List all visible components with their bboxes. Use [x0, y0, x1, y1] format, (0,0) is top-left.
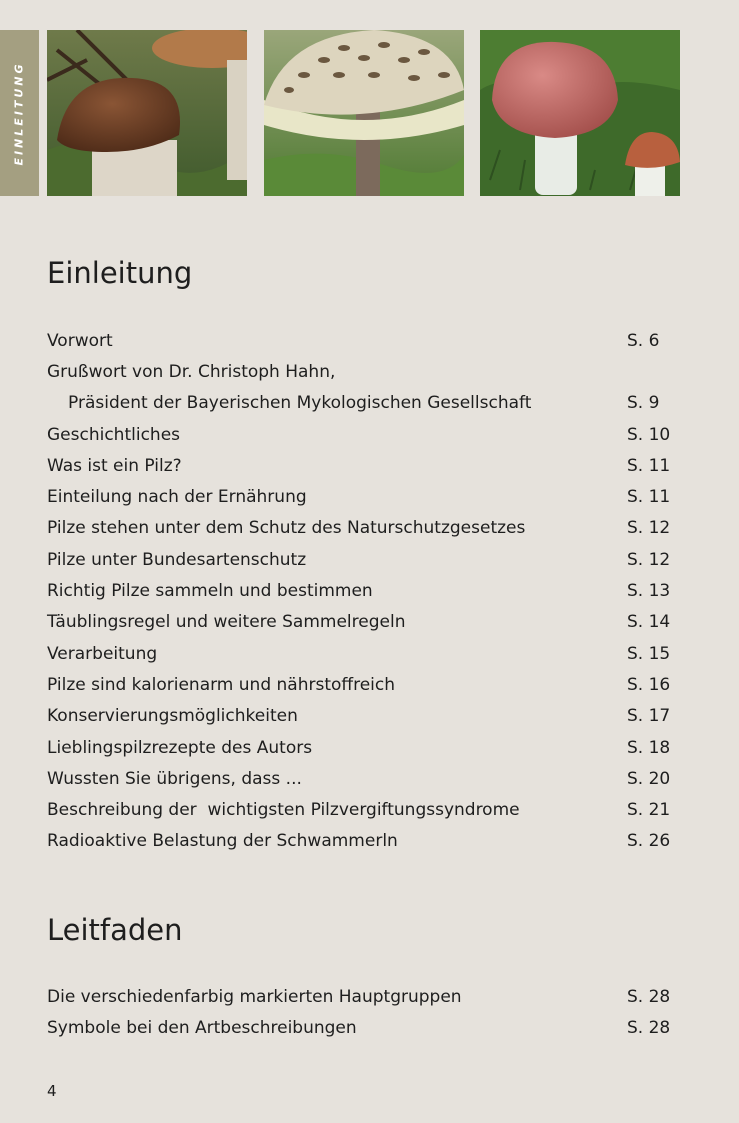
toc-entry-page: S. 11 [627, 455, 671, 476]
toc-entry-text: Konservierungsmöglichkeiten [47, 706, 298, 727]
red-russula-mushroom-photo [480, 30, 680, 196]
toc-entry [47, 325, 669, 356]
toc-entry [47, 450, 669, 481]
side-tab-label: EINLEITUNG [13, 60, 27, 166]
toc-entry-text: Richtig Pilze sammeln und bestimmen [47, 581, 373, 602]
toc-entry-page: S. 10 [627, 424, 671, 445]
toc-entry-text: Pilze sind kalorienarm und nährstoffreich [47, 674, 396, 695]
toc-entry-text: Was ist ein Pilz? [47, 455, 182, 476]
toc-entry-page: S. 11 [627, 487, 671, 508]
toc-entry [47, 1012, 669, 1043]
toc-entry-text: Geschichtliches [47, 424, 181, 445]
toc-entry [47, 794, 669, 825]
toc-entry-text: Radioaktive Belastung der Schwammerln [47, 831, 398, 852]
toc-entry-page: S. 28 [627, 1017, 671, 1038]
toc-entry [47, 763, 669, 794]
section-title-leitfaden: Leitfaden [47, 913, 183, 947]
toc-entry-page: S. 20 [627, 768, 671, 789]
toc-list-leitfaden [47, 981, 669, 1044]
toc-entry-page: S. 21 [627, 800, 671, 821]
toc-entry-text: Verarbeitung [47, 643, 158, 664]
section-title-einleitung: Einleitung [47, 256, 193, 290]
toc-entry-page: S. 6 [627, 330, 660, 351]
toc-entry-page: S. 12 [627, 518, 671, 539]
toc-entry [47, 419, 669, 450]
toc-entry [47, 481, 669, 512]
page-number: 4 [47, 1082, 57, 1100]
toc-entry [47, 575, 669, 606]
toc-entry [47, 826, 669, 857]
toc-entry [47, 356, 669, 387]
toc-entry-text: Präsident der Bayerischen Mykologischen Gesellschaft [68, 393, 532, 414]
toc-entry-text: Lieblingspilzrezepte des Autors [47, 737, 313, 758]
toc-entry [47, 669, 669, 700]
side-tab [0, 30, 39, 196]
porcini-mushroom-photo [47, 30, 247, 196]
toc-entry-page: S. 13 [627, 581, 671, 602]
toc-entry [47, 981, 669, 1012]
toc-entry-text: Pilze stehen unter dem Schutz des Naturschutzgesetzes [47, 518, 526, 539]
toc-entry-text: Grußwort von Dr. Christoph Hahn, [47, 361, 336, 382]
toc-list-einleitung [47, 325, 669, 857]
parasol-mushroom-photo [264, 30, 464, 196]
toc-entry-text: Einteilung nach der Ernährung [47, 487, 307, 508]
toc-entry-page: S. 28 [627, 986, 671, 1007]
toc-entry-page: S. 14 [627, 612, 671, 633]
toc-entry [47, 732, 669, 763]
toc-entry-text: Täublingsregel und weitere Sammelregeln [47, 612, 406, 633]
toc-entry [47, 607, 669, 638]
toc-entry-text: Symbole bei den Artbeschreibungen [47, 1017, 357, 1038]
toc-entry-text: Pilze unter Bundesartenschutz [47, 549, 307, 570]
toc-entry [47, 544, 669, 575]
toc-entry-text: Vorwort [47, 330, 113, 351]
toc-entry [47, 701, 669, 732]
toc-entry-page: S. 16 [627, 674, 671, 695]
toc-entry [47, 638, 669, 669]
toc-entry-page: S. 17 [627, 706, 671, 727]
toc-entry-text: Wussten Sie übrigens, dass ... [47, 768, 302, 789]
toc-entry-page: S. 12 [627, 549, 671, 570]
toc-entry-page: S. 9 [627, 393, 660, 414]
toc-entry-text: Die verschiedenfarbig markierten Hauptgruppen [47, 986, 462, 1007]
toc-entry-page: S. 18 [627, 737, 671, 758]
toc-entry-page: S. 15 [627, 643, 671, 664]
toc-entry [47, 513, 669, 544]
toc-entry-text: Beschreibung der wichtigsten Pilzvergiftungssyndrome [47, 800, 520, 821]
toc-entry [47, 388, 669, 419]
toc-entry-page: S. 26 [627, 831, 671, 852]
